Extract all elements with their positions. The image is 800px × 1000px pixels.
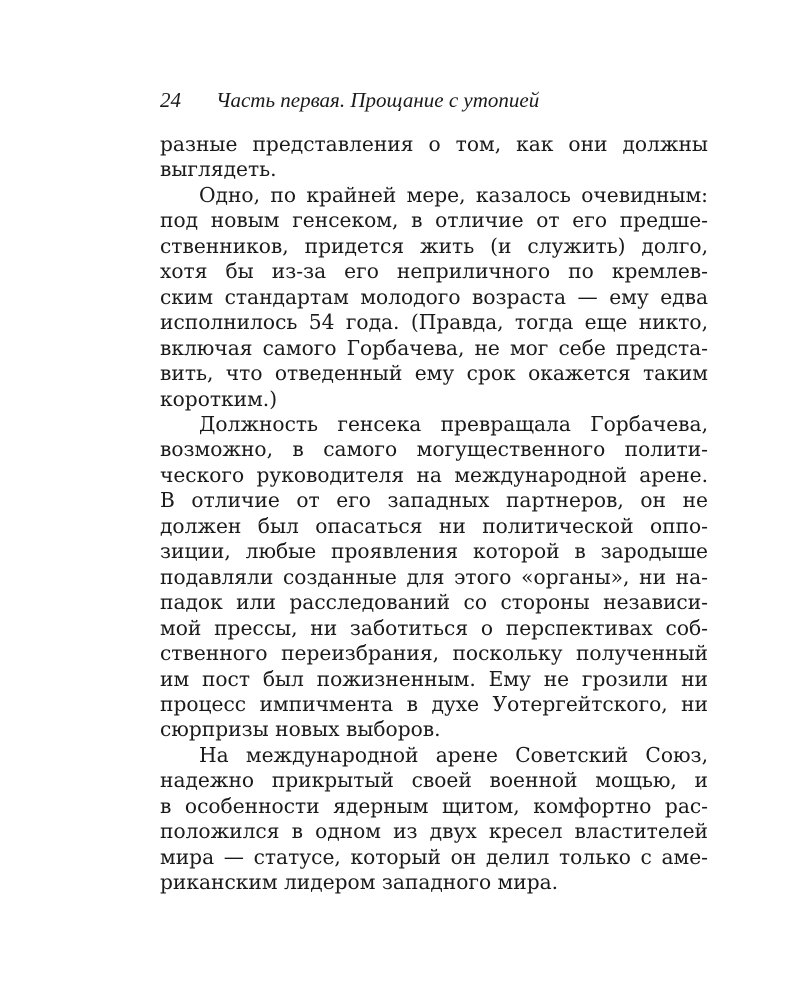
text-line: ским стандартам молодого возраста — ему едва: [160, 284, 708, 309]
text-line: риканским лидером западного мира.: [160, 870, 559, 895]
text-line: надежно прикрытый своей военной мощью, и: [160, 768, 708, 793]
text-line: сюрпризы новых выборов.: [160, 717, 441, 742]
text-line: разные представления о том, как они должны: [160, 132, 708, 156]
book-page: [160, 86, 708, 896]
body-text: [160, 132, 708, 896]
text-line: Одно, по крайней мере, казалось очевидным:: [199, 182, 708, 207]
text-line: выглядеть.: [160, 157, 277, 182]
running-title: Часть первая. Прощание с утопией: [216, 88, 540, 112]
text-line: зиции, любые проявления которой в зародыше: [160, 539, 708, 564]
running-head: [160, 86, 708, 114]
text-line: положился в одном из двух кресел властителей: [160, 819, 708, 844]
text-line: На международной арене Советский Союз,: [199, 742, 708, 767]
page-number: 24: [160, 88, 181, 112]
text-line: падок или расследований со стороны независи-: [160, 590, 708, 615]
text-line: вить, что отведенный ему срок окажется таким: [160, 361, 708, 386]
paragraph: [160, 743, 708, 896]
text-line: возможно, в самого могущественного полити-: [160, 437, 708, 462]
text-line: подавляли созданные для этого «органы», ни на-: [160, 564, 708, 589]
text-line: ственного переизбрания, поскольку полученный: [160, 641, 708, 666]
text-line: ческого руководителя на международной арене.: [160, 462, 708, 487]
text-line: коротким.): [160, 386, 278, 411]
text-line: хотя бы из-за его неприличного по кремлев-: [160, 259, 708, 284]
text-line: процесс импичмента в духе Уотергейтского, ни: [160, 691, 708, 716]
text-line: мой прессы, ни заботиться о перспективах соб-: [160, 615, 708, 640]
text-line: мира — статусе, который он делил только с аме-: [160, 844, 708, 869]
paragraph: [160, 412, 708, 743]
text-line: включая самого Горбачева, не мог себе предста-: [160, 335, 708, 360]
paragraph: [160, 132, 708, 183]
text-line: В отличие от его западных партнеров, он не: [160, 488, 708, 513]
text-line: им пост был пожизненным. Ему не грозили ни: [160, 666, 708, 691]
text-line: Должность генсека превращала Горбачева,: [199, 411, 708, 436]
text-line: исполнилось 54 года. (Правда, тогда еще никто,: [160, 310, 708, 335]
text-line: в особенности ядерным щитом, комфортно рас-: [160, 793, 708, 818]
paragraph: [160, 183, 708, 412]
text-line: под новым генсеком, в отличие от его предше-: [160, 208, 708, 233]
text-line: ственников, придется жить (и служить) долго,: [160, 233, 708, 258]
text-line: должен был опасаться ни политической оппо-: [160, 513, 708, 538]
